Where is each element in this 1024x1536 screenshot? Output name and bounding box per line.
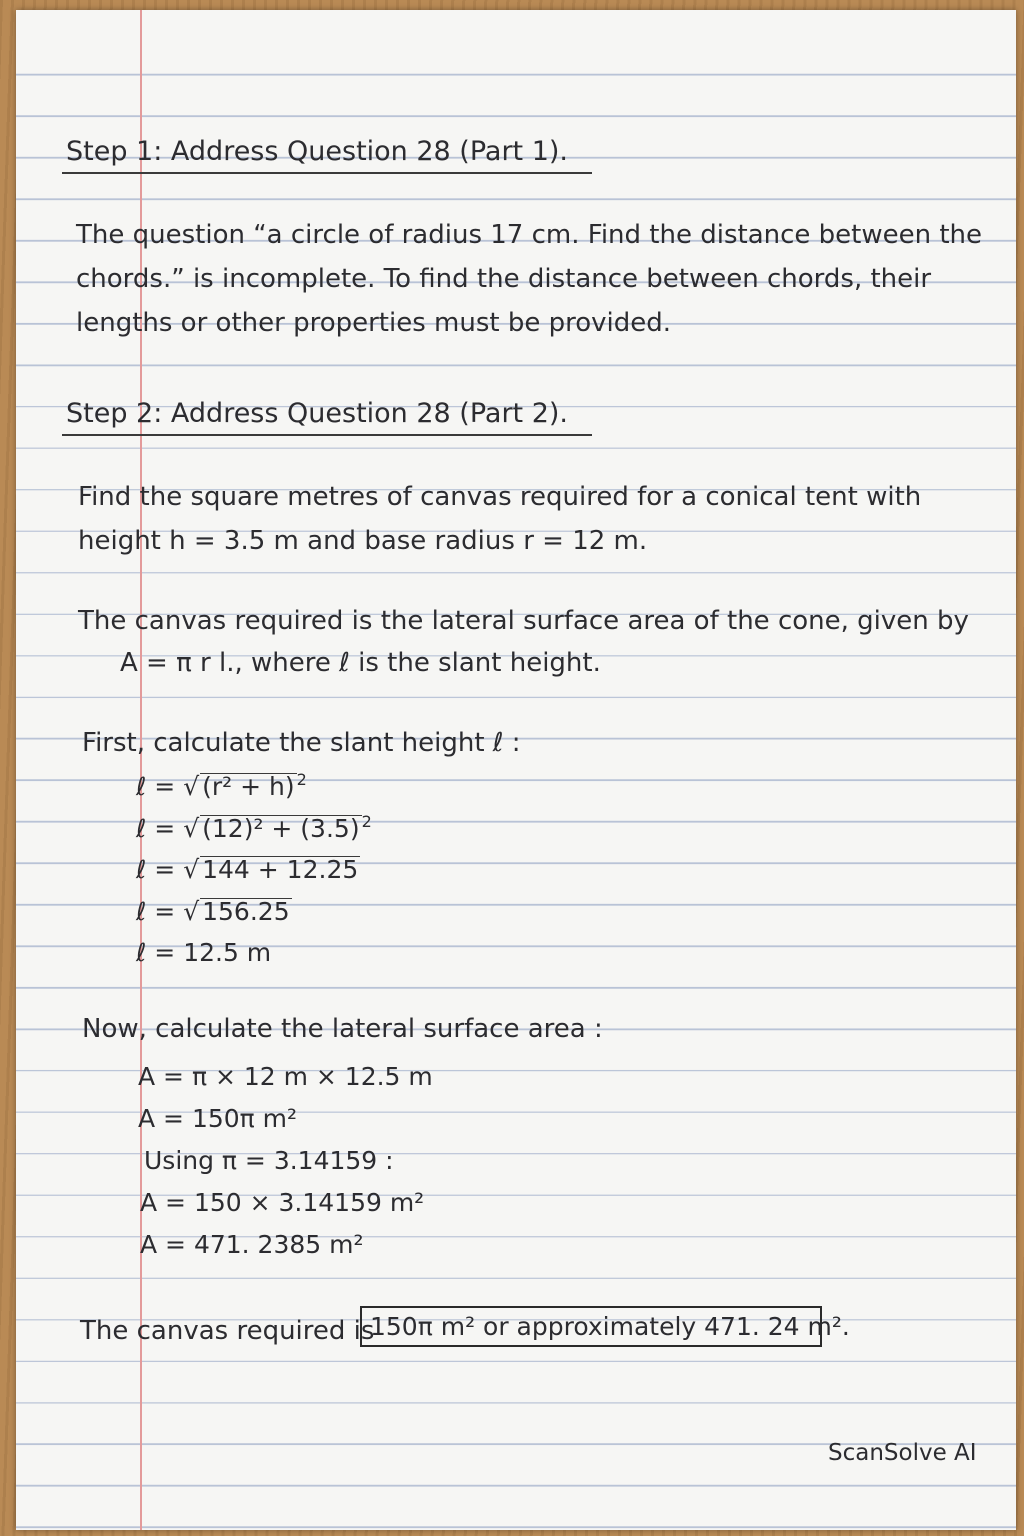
radicand: 144 + 12.25 (202, 855, 359, 884)
area-step-3: Using π = 3.14159 : (144, 1146, 394, 1175)
slant-intro: First, calculate the slant height ℓ : (82, 728, 521, 758)
slant-step-5 (136, 940, 271, 965)
area-step-2: A = 150π m² (138, 1104, 298, 1133)
conclusion-prefix: The canvas required is (80, 1316, 375, 1346)
step2-heading-underline (62, 434, 592, 436)
step1-line-1: The question “a circle of radius 17 cm. Find the distance between the (76, 220, 983, 250)
step2-heading: Step 2: Address Question 28 (Part 2). (66, 398, 569, 429)
formula-line: A = π r l., where ℓ is the slant height. (120, 648, 601, 678)
step1-line-2: chords.” is incomplete. To find the distance between chords, their (76, 264, 932, 294)
problem-line-1: Find the square metres of canvas required for a conical tent with (78, 482, 922, 512)
slant-step-lhs: ℓ = (136, 814, 176, 843)
radicand: (r² + h) (202, 772, 295, 801)
step1-heading-underline (62, 172, 592, 174)
problem-line-2: height h = 3.5 m and base radius r = 12 m. (78, 526, 648, 556)
slant-step-lhs: ℓ = (136, 772, 176, 801)
slant-step-lhs: ℓ = (136, 938, 176, 967)
notebook-page (16, 10, 1016, 1530)
slant-step-3 (136, 856, 360, 882)
slant-result: 12.5 m (183, 938, 272, 967)
step1-heading: Step 1: Address Question 28 (Part 1). (66, 136, 569, 167)
final-answer-box: 150π m² or approximately 471. 24 m². (360, 1306, 822, 1347)
exponent: 2 (296, 770, 307, 789)
slant-step-lhs: ℓ = (136, 897, 176, 926)
formula-intro: The canvas required is the lateral surface area of the cone, given by (78, 606, 969, 636)
step1-line-3: lengths or other properties must be provided. (76, 308, 672, 338)
slant-step-4 (136, 898, 292, 924)
radicand: (12)² + (3.5) (202, 814, 360, 843)
sqrt-icon: √ (183, 855, 200, 884)
slant-step-2 (136, 814, 372, 841)
radicand: 156.25 (202, 897, 290, 926)
scansolve-watermark: ScanSolve AI (828, 1440, 977, 1466)
slant-step-lhs: ℓ = (136, 855, 176, 884)
exponent: 2 (361, 812, 372, 831)
area-step-5: A = 471. 2385 m² (140, 1230, 364, 1259)
slant-step-1 (136, 772, 307, 799)
sqrt-icon: √ (183, 897, 200, 926)
area-intro: Now, calculate the lateral surface area : (82, 1014, 603, 1044)
sqrt-icon: √ (183, 814, 200, 843)
sqrt-icon: √ (183, 772, 200, 801)
area-step-4: A = 150 × 3.14159 m² (140, 1188, 425, 1217)
area-step-1: A = π × 12 m × 12.5 m (138, 1062, 433, 1091)
